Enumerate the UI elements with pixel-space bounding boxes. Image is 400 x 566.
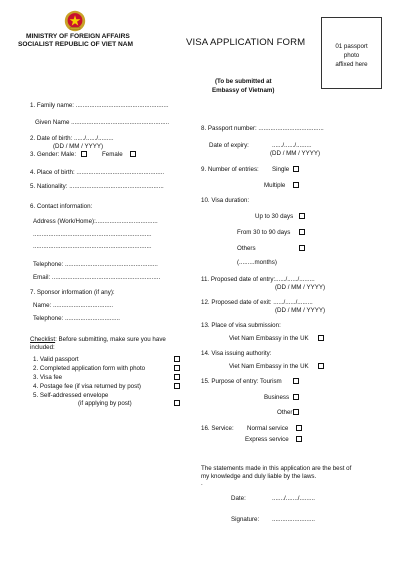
national-emblem-icon [64,10,86,32]
checklist-item-envelope: 5. Self-addressed envelope [33,392,109,399]
checklist-item-envelope-note: (if applying by post) [78,400,132,407]
proposed-entry-date-format: (DD / MM / YYYY) [275,284,326,291]
place-of-submission-label: 13. Place of visa submission: [201,322,281,329]
signature-label: Signature: [231,516,260,523]
checklist-item-visa-fee: 3. Visa fee [33,374,63,381]
ministry-line-2: SOCIALIST REPUBLIC OF VIET NAM [18,41,134,48]
address-line-2[interactable]: ..................................................................... [33,231,152,238]
duration-others-checkbox[interactable] [299,245,305,251]
date-label: Date: [231,495,246,502]
normal-service-label: Normal service [247,425,289,432]
checklist-checkbox-2[interactable] [174,365,180,371]
gender-female-label: Female [102,151,123,158]
purpose-other-checkbox[interactable] [293,409,299,415]
duration-30-90-days-label: From 30 to 90 days [237,229,291,236]
duration-30-days-checkbox[interactable] [299,213,305,219]
checklist-heading-line-2: included: [30,344,55,351]
date-of-birth-field[interactable]: 2. Date of birth: ....../....../......... [30,135,114,142]
contact-information-heading: 6. Contact information: [30,203,93,210]
address-line-3[interactable]: ..................................................................... [33,243,152,250]
proposed-exit-date-field[interactable]: 12. Proposed date of exit: ....../....../......... [201,299,313,306]
statement-line-2: my knowledge and duly liable by the laws. [201,473,317,480]
proposed-exit-date-format: (DD / MM / YYYY) [275,307,326,314]
signature-field[interactable]: ......................... [272,516,315,523]
telephone-field[interactable]: Telephone: ...................................................... [33,261,158,268]
checklist-checkbox-1[interactable] [174,356,180,362]
visa-duration-label: 10. Visa duration: [201,197,250,204]
checklist-heading: Checklist: Before submitting, make sure you have [30,336,166,343]
gender-label: 3. Gender: Male: [30,151,77,158]
checklist-checkbox-4[interactable] [174,383,180,389]
purpose-other-label: Other [277,409,293,416]
number-of-entries-label: 9. Number of entries: [201,166,259,173]
service-label: 16. Service: [201,425,234,432]
gender-male-checkbox[interactable] [81,151,87,157]
proposed-entry-date-field[interactable]: 11. Proposed date of entry:....../....../......... [201,276,315,283]
checklist-item-valid-passport: 1. Valid passport [33,356,79,363]
address-field[interactable]: Address (Work/Home):.................................... [33,218,158,225]
normal-service-checkbox[interactable] [296,425,302,431]
date-of-expiry-format: (DD / MM / YYYY) [270,150,321,157]
date-of-expiry-label: Date of expiry: [209,142,249,149]
passport-number-field[interactable]: 8. Passport number: ...................................... [201,125,324,132]
date-of-expiry-field[interactable]: ....../....../......... [272,142,312,149]
entries-single-checkbox[interactable] [293,166,299,172]
checklist-checkbox-5[interactable] [174,400,180,406]
form-title: VISA APPLICATION FORM [186,37,306,48]
purpose-tourism-label: 15. Purpose of entry: Tourism [201,378,282,385]
place-of-birth-field[interactable]: 4. Place of birth: ................................................... [30,169,165,176]
email-field[interactable]: Email: ............................................................... [33,274,161,281]
entries-multiple-label: Multiple [264,182,286,189]
submit-note-line-1: (To be submitted at [215,78,272,85]
issuing-authority-label: 14. Visa issuing authority: [201,350,272,357]
duration-months-field[interactable]: (.........months) [237,259,277,266]
express-service-label: Express service [245,436,289,443]
sponsor-telephone-field[interactable]: Telephone: ................................ [33,315,121,322]
submit-note-line-2: Embassy of Vietnam) [212,87,275,94]
duration-30-90-days-checkbox[interactable] [299,229,305,235]
entries-single-label: Single [272,166,290,173]
ministry-line-1: MINISTRY OF FOREIGN AFFAIRS [26,33,130,40]
family-name-field[interactable]: 1. Family name: ...................................................... [30,102,169,109]
purpose-business-label: Business [264,394,290,401]
submission-embassy-checkbox[interactable] [318,335,324,341]
date-of-birth-format: (DD / MM / YYYY) [53,143,104,150]
sponsor-name-field[interactable]: Name: ................................... [33,302,114,309]
duration-others-label: Others [237,245,256,252]
duration-30-days-label: Up to 30 days [255,213,294,220]
issuing-embassy-label: Viet Nam Embassy in the UK [229,363,309,370]
submission-embassy-label: Viet Nam Embassy in the UK [229,335,309,342]
given-name-field[interactable]: Given Name ......................................................... [35,119,170,126]
gender-female-checkbox[interactable] [130,151,136,157]
express-service-checkbox[interactable] [296,436,302,442]
photo-box[interactable] [321,17,382,89]
sponsor-information-heading: 7. Sponsor information (if any): [30,289,115,296]
statement-line-1: The statements made in this application are the best of [201,465,352,472]
purpose-business-checkbox[interactable] [293,394,299,400]
checklist-checkbox-3[interactable] [174,374,180,380]
entries-multiple-checkbox[interactable] [293,182,299,188]
purpose-tourism-checkbox[interactable] [293,378,299,384]
nationality-field[interactable]: 5. Nationality: ....................................................... [30,183,164,190]
checklist-item-postage-fee: 4. Postage fee (if visa returned by post) [33,383,141,390]
statement-dot: . [201,480,203,487]
issuing-embassy-checkbox[interactable] [318,363,324,369]
checklist-item-application-form: 2. Completed application form with photo [33,365,146,372]
date-field[interactable]: ......./......./......... [272,495,315,502]
photo-instructions: 01 passport photo affixed here [335,43,368,68]
